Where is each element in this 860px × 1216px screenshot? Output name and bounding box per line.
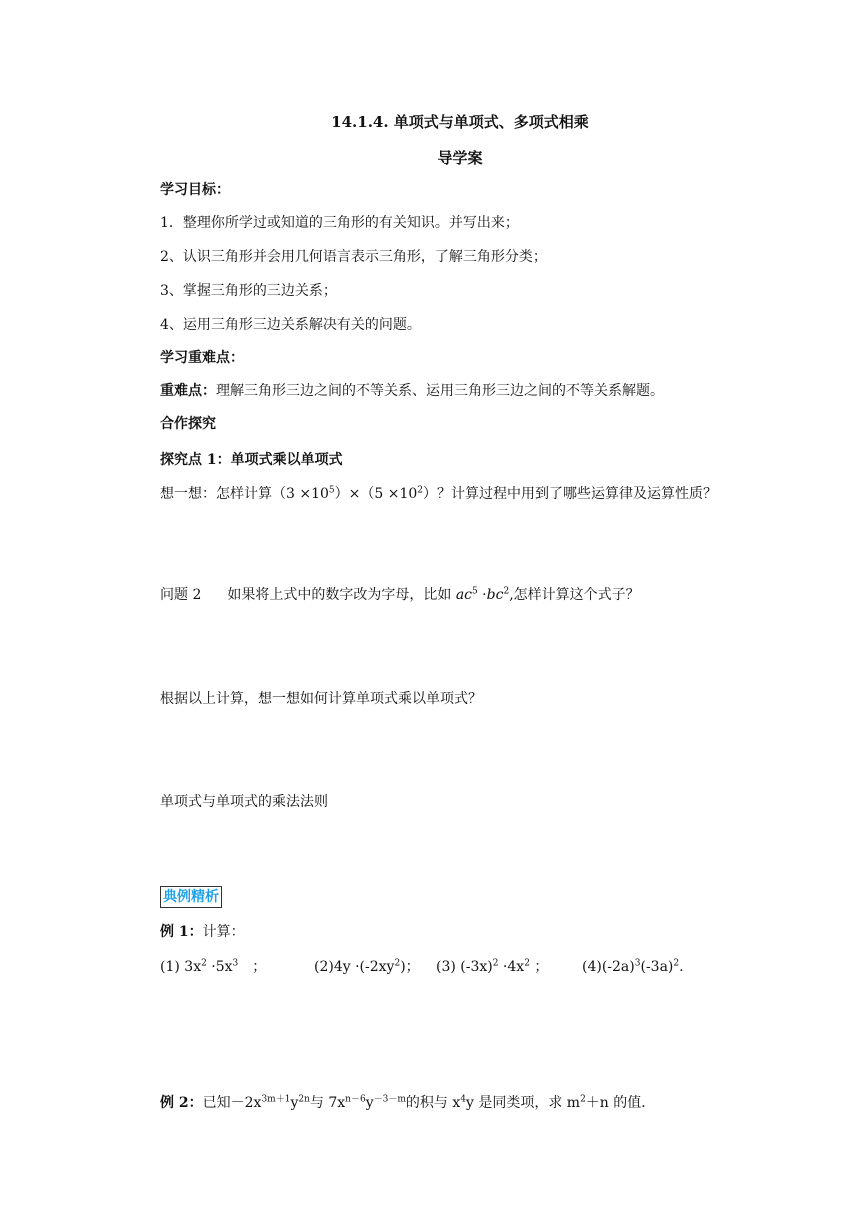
- problem-3-exp-2: 2: [524, 958, 530, 969]
- think-text-b: ）×（5 ×10: [334, 486, 418, 502]
- example-2-g: y 是同类项，求 m: [465, 1095, 581, 1111]
- example-2-exp-3: n－6: [345, 1094, 366, 1105]
- example-section-label: 典例精析: [160, 886, 222, 908]
- key-label: 重难点：: [160, 383, 216, 399]
- example-2-exp-5: 4: [460, 1094, 466, 1105]
- question-2-dot: ·: [477, 587, 487, 603]
- goal-item: 4、运用三角形三边关系解决有关的问题。: [160, 317, 421, 333]
- document-subtitle: 导学案: [437, 149, 483, 167]
- problem-3-exp-1: 2: [492, 958, 499, 969]
- think-question: [160, 484, 717, 504]
- problem-1-c: ；: [238, 959, 267, 975]
- problem-1: [160, 957, 266, 977]
- problem-4-exp-2: 2: [673, 958, 680, 969]
- problem-3-b: ·4x: [498, 959, 525, 975]
- problem-2-exp: 2: [394, 958, 401, 969]
- reflect-question: 根据以上计算，想一想如何计算单项式乘以单项式？: [160, 691, 482, 707]
- problem-3-c: ；: [529, 959, 549, 975]
- example-1-text: 计算：: [202, 924, 245, 940]
- example-2-h: ＋n 的值．: [585, 1095, 656, 1111]
- problem-1-a: (1) 3x: [160, 959, 202, 975]
- problem-3: [436, 957, 548, 977]
- question-2-label: 问题 2: [160, 587, 202, 603]
- question-2-text-a: 如果将上式中的数字改为字母，比如: [227, 587, 456, 603]
- think-exp-1: 5: [328, 485, 335, 496]
- example-2-a: 已知－2x: [202, 1095, 262, 1111]
- problem-1-exp-1: 2: [201, 958, 207, 969]
- example-2-exp-2: 2n: [298, 1094, 310, 1105]
- problem-4-b: (-3a): [640, 959, 674, 975]
- problem-4-c: .: [679, 959, 684, 975]
- example-1-label: 例 1：: [160, 924, 203, 940]
- example-2-label: 例 2：: [160, 1095, 203, 1111]
- think-text-c: ）？计算过程中用到了哪些运算律及运算性质？: [423, 486, 718, 502]
- key-points: [160, 381, 664, 401]
- think-text-a: 想一想：怎样计算（3 ×10: [160, 486, 329, 502]
- example-2-f: 的积与 x: [405, 1095, 461, 1111]
- problem-4-a: (4)(-2a): [582, 959, 635, 975]
- multiplication-rule: 单项式与单项式的乘法法则: [160, 794, 328, 810]
- example-2-exp-6: 2: [580, 1094, 586, 1105]
- problem-2: [314, 957, 420, 977]
- question-2-var-1: ac: [455, 587, 472, 603]
- goal-item: 1．整理你所学过或知道的三角形的有关知识。并写出来；: [160, 215, 519, 231]
- problem-4: [582, 957, 684, 977]
- problem-2-a: (2)4y ·(-2xy: [314, 959, 395, 975]
- example-2-exp-1: 3m＋1: [261, 1094, 291, 1105]
- think-exp-2: 2: [417, 485, 424, 496]
- document-title: 14.1.4. 单项式与单项式、多项式相乘: [331, 113, 589, 131]
- example-2-d: y: [365, 1095, 374, 1111]
- problem-2-c: )；: [400, 959, 420, 975]
- example-2-b: y: [290, 1095, 299, 1111]
- goal-item: 3、掌握三角形的三边关系；: [160, 283, 337, 299]
- problem-1-exp-2: 3: [232, 958, 239, 969]
- problem-4-exp-1: 3: [634, 958, 641, 969]
- goal-item: 2、认识三角形并会用几何语言表示三角形，了解三角形分类；: [160, 249, 547, 265]
- problem-3-a: (3) (-3x): [436, 959, 493, 975]
- example-2: [160, 1093, 655, 1113]
- example-1-heading: [160, 922, 245, 942]
- goals-heading: 学习目标：: [160, 182, 230, 198]
- question-2-text-c: ,怎样计算这个式子？: [509, 587, 640, 603]
- question-2-exp-1: 5: [472, 586, 478, 597]
- question-2-exp-2: 2: [503, 586, 510, 597]
- coop-heading: 合作探究: [160, 416, 216, 432]
- example-2-exp-4: －3－m: [373, 1094, 406, 1105]
- key-text: 理解三角形三边之间的不等关系、运用三角形三边之间的不等关系解题。: [216, 383, 664, 399]
- example-2-c: 与 7x: [309, 1095, 346, 1111]
- explore1-heading: 探究点 1：单项式乘以单项式: [160, 452, 343, 468]
- problem-1-b: ·5x: [206, 959, 233, 975]
- question-2-var-2: bc: [486, 587, 504, 603]
- key-heading: 学习重难点：: [160, 350, 244, 366]
- question-2: [160, 585, 640, 605]
